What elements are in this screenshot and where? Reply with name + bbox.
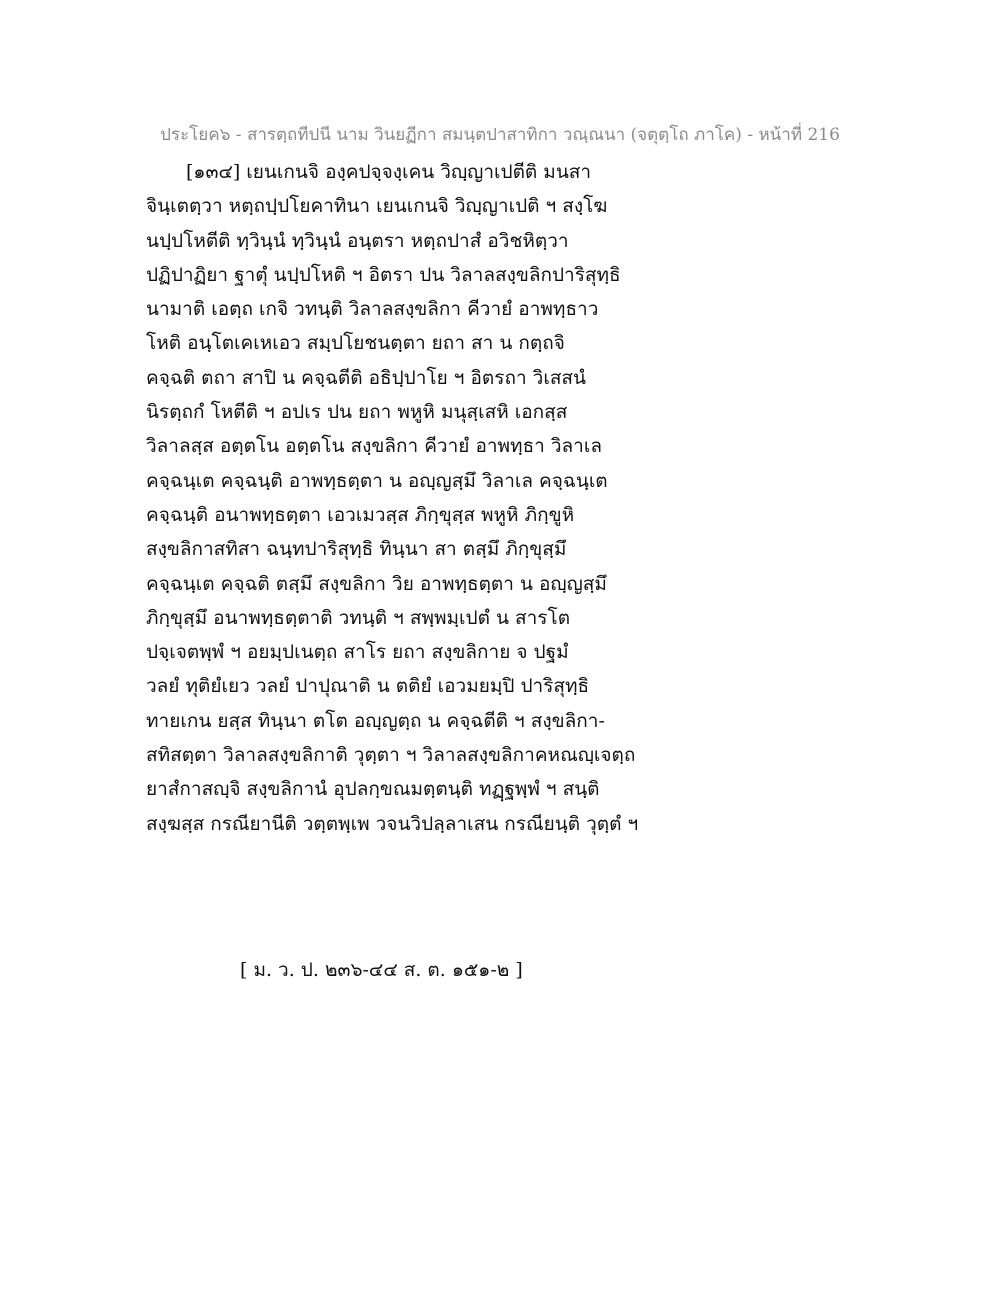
text-line: คจฺฉนฺเต คจฺฉติ ตสฺมึ สงฺขลิกา วิย อาพทฺธตฺตา น อญฺญสฺมึ xyxy=(146,572,607,595)
text-line: นิรตฺถกํ โหตีติ ฯ อปเร ปน ยถา พหูหิ มนุสฺเสหิ เอกสฺส xyxy=(146,401,568,424)
text-line: นปฺปโหตีติ ทฺวินฺนํ ทฺวินฺนํ อนฺตรา หตฺถปาสํ อวิชหิตฺวา xyxy=(146,229,569,252)
text-line: โหติ อนฺโตเคเหเอว สมฺปโยชนตฺตา ยถา สา น กตฺถจิ xyxy=(146,332,565,355)
text-line: วลยํ ทุติยํเยว วลยํ ปาปุณาติ น ตติยํ เอวมยมฺปิ ปาริสุทฺธิ xyxy=(146,675,590,698)
text-line: คจฺฉนฺเต คจฺฉนฺติ อาพทฺธตฺตา น อญฺญสฺมึ วิลาเล คจฺฉนฺเต xyxy=(146,469,608,492)
text-line: ปฏิปาฏิยา ฐาตุํ นปฺปโหติ ฯ อิตรา ปน วิลาลสงฺขลิกปาริสุทฺธิ xyxy=(146,263,621,286)
text-line: [๑๓๔] เยนเกนจิ องฺคปจฺจงฺเคน วิญฺญาเปตีติ มนสา xyxy=(186,161,592,183)
text-line: คจฺฉติ ตถา สาปิ น คจฺฉตีติ อธิปฺปาโย ฯ อิตรถา วิเสสนํ xyxy=(146,366,587,389)
text-line: ทายเกน ยสฺส ทินฺนา ตโต อญฺญตฺถ น คจฺฉตีติ ฯ สงฺขลิกา- xyxy=(146,709,605,732)
text-line: วิลาลสฺส อตฺตโน อตฺตโน สงฺขลิกา คีวายํ อาพทฺธา วิลาเล xyxy=(146,435,602,458)
text-line: ยาสํกาสญฺจิ สงฺขลิกานํ อุปลกฺขณมตฺตนฺติ ทฏฺฐพฺพํ ฯ สนฺติ xyxy=(146,778,600,801)
body-text xyxy=(146,155,666,841)
text-line: สงฺฆสฺส กรณียานีติ วตฺตพฺเพ วจนวิปลฺลาเสน กรณียนฺติ วุตฺตํ ฯ xyxy=(146,812,639,835)
text-line: คจฺฉนฺติ อนาพทฺธตฺตา เอวเมวสฺส ภิกฺขุสฺส พหูหิ ภิกฺขูหิ xyxy=(146,503,575,526)
running-header: ประโยค๖ - สารตฺถทีปนี นาม วินยฏีกา สมนฺตปาสาทิกา วณฺณนา (จตุตฺโถ ภาโค) - หน้าที่ 216 xyxy=(160,125,840,145)
text-line: นามาติ เอตฺถ เกจิ วทนฺติ วิลาลสงฺขลิกา คีวายํ อาพทฺธาว xyxy=(146,298,599,321)
source-reference: [ ม. ว. ป. ๒๓๖-๔๔ ส. ต. ๑๕๑-๒ ] xyxy=(240,959,523,981)
text-line: สงฺขลิกาสทิสา ฉนฺทปาริสุทฺธิ ทินฺนา สา ตสฺมึ ภิกฺขุสฺมึ xyxy=(146,538,567,561)
text-line: สทิสตฺตา วิลาลสงฺขลิกาติ วุตฺตา ฯ วิลาลสงฺขลิกาคหณญฺเจตฺถ xyxy=(146,744,636,767)
text-line: ภิกฺขุสฺมึ อนาพทฺธตฺตาติ วทนฺติ ฯ สพฺพมฺเปตํ น สารโต xyxy=(146,606,571,629)
text-line: ปจฺเจตพฺพํ ฯ อยมฺปเนตฺถ สาโร ยถา สงฺขลิกาย จ ปฐมํ xyxy=(146,641,569,664)
text-line: จินฺเตตฺวา หตฺถปฺปโยคาทินา เยนเกนจิ วิญฺญาเปติ ฯ สงฺโฆ xyxy=(146,195,608,218)
